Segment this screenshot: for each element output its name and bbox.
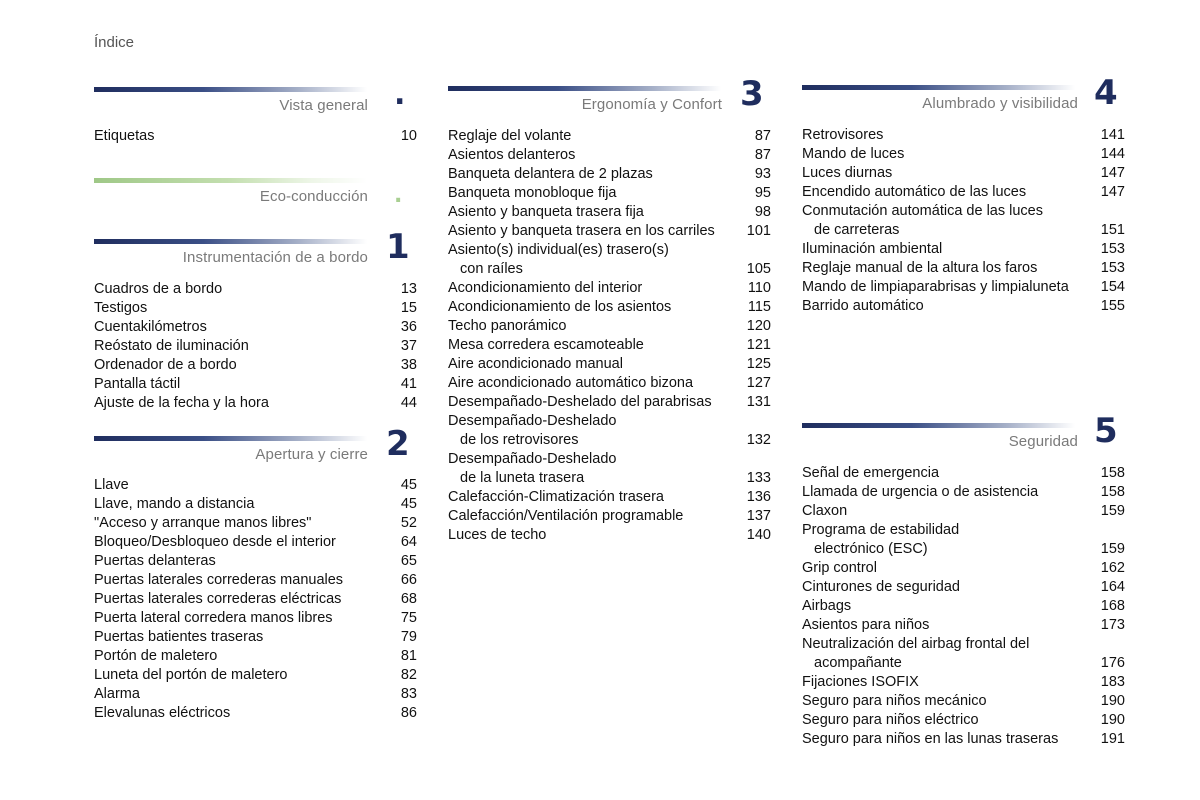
section-title: Vista general	[279, 97, 368, 114]
toc-entry-label: Retrovisores	[802, 127, 884, 143]
toc-entry	[448, 412, 771, 450]
toc-entry-page: 158	[1100, 484, 1125, 500]
toc-entry	[448, 184, 771, 203]
toc-entry	[448, 222, 771, 241]
toc-entry-page: 133	[746, 470, 771, 486]
toc-entry	[802, 692, 1125, 711]
toc-entry-label-continued: acompañante	[814, 655, 902, 671]
toc-entry	[94, 552, 417, 571]
section-list	[94, 476, 417, 723]
toc-entry-label: Programa de estabilidad	[802, 522, 960, 538]
section-list	[802, 126, 1125, 316]
toc-entry	[802, 183, 1125, 202]
toc-entry	[802, 559, 1125, 578]
toc-entry-page: 86	[400, 705, 417, 721]
toc-entry-label: Airbags	[802, 598, 852, 614]
toc-entry	[802, 597, 1125, 616]
toc-entry-page: 37	[400, 338, 417, 354]
toc-entry-label: Asiento(s) individual(es) trasero(s)	[448, 242, 669, 258]
toc-entry	[94, 666, 417, 685]
toc-entry	[94, 356, 417, 375]
toc-entry	[94, 127, 417, 146]
toc-entry-label: Llave	[94, 477, 129, 493]
toc-entry-page: 153	[1100, 241, 1125, 257]
toc-entry	[802, 635, 1125, 673]
section-instrumentacion	[94, 227, 417, 413]
toc-entry-page: 176	[1100, 655, 1125, 671]
toc-entry-page: 110	[747, 280, 771, 296]
toc-entry	[802, 502, 1125, 521]
toc-entry-page: 13	[400, 281, 417, 297]
toc-entry-label-continued: con raíles	[460, 261, 523, 277]
toc-entry	[94, 337, 417, 356]
toc-entry	[94, 514, 417, 533]
toc-entry	[448, 507, 771, 526]
toc-entry-label: Asientos para niños	[802, 617, 930, 633]
toc-entry	[94, 628, 417, 647]
section-vista-general	[94, 77, 417, 146]
toc-entry-page: 164	[1100, 579, 1125, 595]
toc-entry	[448, 279, 771, 298]
toc-entry-label: Mesa corredera escamoteable	[448, 337, 644, 353]
toc-entry-label: Banqueta monobloque fija	[448, 185, 617, 201]
toc-entry	[802, 730, 1125, 749]
toc-entry	[94, 590, 417, 609]
section-number: .	[394, 183, 403, 208]
toc-entry	[802, 711, 1125, 730]
section-ergonomia-confort	[448, 74, 771, 545]
toc-entry-page: 168	[1100, 598, 1125, 614]
toc-entry-page: 147	[1100, 165, 1125, 181]
toc-entry	[94, 476, 417, 495]
toc-entry-page: 127	[746, 375, 771, 391]
toc-entry-page: 136	[746, 489, 771, 505]
toc-entry-page: 36	[400, 319, 417, 335]
toc-entry-page: 15	[400, 300, 417, 316]
toc-entry-page: 68	[400, 591, 417, 607]
toc-entry	[802, 483, 1125, 502]
section-number: 1	[386, 227, 410, 267]
toc-entry	[94, 375, 417, 394]
toc-entry	[94, 495, 417, 514]
toc-entry-label: Luces de techo	[448, 527, 547, 543]
toc-entry	[448, 165, 771, 184]
toc-entry-label: Iluminación ambiental	[802, 241, 943, 257]
toc-entry-label: Calefacción/Ventilación programable	[448, 508, 684, 524]
toc-entry-page: 64	[400, 534, 417, 550]
toc-entry-page: 147	[1100, 184, 1125, 200]
toc-entry-label: Acondicionamiento del interior	[448, 280, 643, 296]
toc-entry-page: 151	[1100, 222, 1125, 238]
toc-entry-page: 93	[754, 166, 771, 182]
toc-entry-label-continued: de los retrovisores	[460, 432, 579, 448]
section-title: Apertura y cierre	[255, 446, 368, 463]
toc-entry-label: Reglaje del volante	[448, 128, 572, 144]
toc-entry	[94, 704, 417, 723]
toc-entry	[448, 241, 771, 279]
toc-entry	[802, 578, 1125, 597]
toc-entry-label: Reglaje manual de la altura los faros	[802, 260, 1038, 276]
toc-entry	[94, 647, 417, 666]
toc-entry-label: Puertas laterales correderas eléctricas	[94, 591, 342, 607]
toc-entry	[448, 526, 771, 545]
toc-entry-page: 10	[400, 128, 417, 144]
toc-entry-label: "Acceso y arranque manos libres"	[94, 515, 312, 531]
toc-entry-page: 155	[1100, 298, 1125, 314]
toc-entry-label: Testigos	[94, 300, 148, 316]
section-title: Instrumentación de a bordo	[182, 249, 368, 266]
toc-entry-page: 81	[400, 648, 417, 664]
toc-entry-label: Pantalla táctil	[94, 376, 181, 392]
toc-entry-page: 132	[746, 432, 771, 448]
section-number: 3	[740, 74, 764, 114]
toc-entry	[802, 521, 1125, 559]
toc-entry-label: Llamada de urgencia o de asistencia	[802, 484, 1039, 500]
toc-entry-label: Desempañado-Deshelado	[448, 451, 617, 467]
toc-entry-label: Calefacción-Climatización trasera	[448, 489, 664, 505]
toc-entry-page: 44	[400, 395, 417, 411]
toc-entry-label: Puerta lateral corredera manos libres	[94, 610, 333, 626]
toc-entry-page: 121	[746, 337, 771, 353]
toc-entry	[802, 278, 1125, 297]
toc-entry-label: Señal de emergencia	[802, 465, 940, 481]
toc-entry-label: Fijaciones ISOFIX	[802, 674, 919, 690]
toc-entry-label: Claxon	[802, 503, 848, 519]
section-title: Ergonomía y Confort	[581, 96, 722, 113]
toc-entry-page: 115	[747, 299, 771, 315]
toc-entry-page: 38	[400, 357, 417, 373]
toc-entry-page: 45	[400, 496, 417, 512]
toc-entry-page: 190	[1100, 712, 1125, 728]
toc-entry-page: 83	[400, 686, 417, 702]
toc-entry-label: Cuadros de a bordo	[94, 281, 223, 297]
toc-entry	[802, 202, 1125, 240]
toc-entry-label: Seguro para niños mecánico	[802, 693, 987, 709]
toc-entry	[802, 126, 1125, 145]
toc-entry-label: Asiento y banqueta trasera fija	[448, 204, 644, 220]
toc-entry-label: Desempañado-Deshelado	[448, 413, 617, 429]
page-title: Índice	[94, 34, 135, 51]
toc-entry-label: Puertas laterales correderas manuales	[94, 572, 344, 588]
toc-entry-label: Aire acondicionado manual	[448, 356, 623, 372]
toc-entry-label: Portón de maletero	[94, 648, 218, 664]
toc-entry-page: 154	[1100, 279, 1125, 295]
toc-entry	[802, 616, 1125, 635]
toc-entry	[448, 203, 771, 222]
toc-entry-page: 131	[746, 394, 771, 410]
section-apertura-cierre	[94, 424, 417, 723]
toc-entry	[94, 533, 417, 552]
toc-entry-label: Aire acondicionado automático bizona	[448, 375, 694, 391]
section-title: Eco-conducción	[259, 188, 368, 205]
toc-entry-label: Ordenador de a bordo	[94, 357, 237, 373]
section-number: 5	[1094, 411, 1118, 451]
toc-entry-label: Alarma	[94, 686, 140, 702]
toc-entry-page: 190	[1100, 693, 1125, 709]
toc-entry-label: Bloqueo/Desbloqueo desde el interior	[94, 534, 336, 550]
toc-entry-page: 120	[746, 318, 771, 334]
toc-entry	[448, 146, 771, 165]
toc-entry	[94, 318, 417, 337]
toc-entry-label-continued: de la luneta trasera	[460, 470, 585, 486]
toc-entry	[94, 685, 417, 704]
toc-entry-label: Seguro para niños eléctrico	[802, 712, 979, 728]
toc-entry-page: 173	[1100, 617, 1125, 633]
toc-entry-page: 82	[400, 667, 417, 683]
section-eco-conduccion	[94, 178, 417, 207]
section-alumbrado-visibilidad	[802, 73, 1125, 316]
toc-entry-label: Cinturones de seguridad	[802, 579, 960, 595]
toc-entry-label: Etiquetas	[94, 128, 155, 144]
toc-entry-label: Banqueta delantera de 2 plazas	[448, 166, 653, 182]
toc-entry-page: 140	[746, 527, 771, 543]
toc-entry-label: Mando de limpiaparabrisas y limpialuneta	[802, 279, 1069, 295]
toc-entry-page: 144	[1100, 146, 1125, 162]
toc-entry	[802, 259, 1125, 278]
toc-entry-page: 66	[400, 572, 417, 588]
section-list	[448, 127, 771, 545]
toc-entry-page: 159	[1100, 503, 1125, 519]
toc-entry-label: Conmutación automática de las luces	[802, 203, 1043, 219]
toc-entry	[802, 673, 1125, 692]
toc-entry	[448, 127, 771, 146]
toc-entry	[448, 488, 771, 507]
toc-entry-page: 191	[1100, 731, 1125, 747]
toc-entry	[448, 336, 771, 355]
toc-entry	[448, 355, 771, 374]
toc-entry-page: 79	[400, 629, 417, 645]
toc-entry-page: 137	[746, 508, 771, 524]
toc-entry	[94, 571, 417, 590]
toc-entry	[448, 298, 771, 317]
section-number: 2	[386, 424, 410, 464]
toc-entry-label: Reóstato de iluminación	[94, 338, 249, 354]
toc-entry-page: 153	[1100, 260, 1125, 276]
toc-entry-label: Cuentakilómetros	[94, 319, 207, 335]
toc-entry-page: 105	[746, 261, 771, 277]
toc-entry-label: Barrido automático	[802, 298, 924, 314]
toc-entry-label: Encendido automático de las luces	[802, 184, 1027, 200]
toc-entry	[94, 394, 417, 413]
toc-entry-label: Asiento y banqueta trasera en los carriles	[448, 223, 715, 239]
toc-entry-page: 87	[754, 128, 771, 144]
toc-entry-label: Techo panorámico	[448, 318, 567, 334]
toc-entry-page: 87	[754, 147, 771, 163]
toc-entry	[802, 464, 1125, 483]
toc-entry	[802, 240, 1125, 259]
toc-entry-label: Neutralización del airbag frontal del	[802, 636, 1030, 652]
section-title: Seguridad	[1008, 433, 1078, 450]
toc-entry-page: 159	[1100, 541, 1125, 557]
toc-entry-label: Desempañado-Deshelado del parabrisas	[448, 394, 712, 410]
section-seguridad	[802, 411, 1125, 749]
toc-entry-page: 45	[400, 477, 417, 493]
toc-entry	[448, 393, 771, 412]
toc-entry-label-continued: electrónico (ESC)	[814, 541, 928, 557]
toc-entry-label: Luneta del portón de maletero	[94, 667, 288, 683]
toc-entry	[802, 164, 1125, 183]
toc-entry	[448, 374, 771, 393]
toc-entry-page: 162	[1100, 560, 1125, 576]
toc-entry-label: Elevalunas eléctricos	[94, 705, 231, 721]
toc-entry	[94, 299, 417, 318]
toc-entry	[94, 280, 417, 299]
toc-entry	[448, 450, 771, 488]
toc-entry-label: Puertas batientes traseras	[94, 629, 264, 645]
toc-entry-label: Luces diurnas	[802, 165, 893, 181]
section-number: .	[394, 77, 406, 112]
toc-entry-label: Puertas delanteras	[94, 553, 216, 569]
toc-entry	[802, 145, 1125, 164]
toc-entry-page: 41	[400, 376, 417, 392]
toc-entry-label: Seguro para niños en las lunas traseras	[802, 731, 1059, 747]
toc-entry-label: Acondicionamiento de los asientos	[448, 299, 672, 315]
toc-entry	[802, 297, 1125, 316]
toc-entry-label-continued: de carreteras	[814, 222, 900, 238]
section-number: 4	[1094, 73, 1118, 113]
toc-entry-label: Llave, mando a distancia	[94, 496, 255, 512]
toc-entry-label: Grip control	[802, 560, 877, 576]
toc-entry-page: 52	[400, 515, 417, 531]
toc-entry-label: Mando de luces	[802, 146, 905, 162]
toc-entry-page: 141	[1100, 127, 1125, 143]
section-list	[94, 127, 417, 146]
toc-entry	[448, 317, 771, 336]
section-list	[94, 280, 417, 413]
toc-entry-label: Ajuste de la fecha y la hora	[94, 395, 269, 411]
toc-entry-page: 125	[746, 356, 771, 372]
section-title: Alumbrado y visibilidad	[922, 95, 1078, 112]
toc-entry-page: 75	[400, 610, 417, 626]
toc-entry-page: 101	[746, 223, 771, 239]
toc-entry-page: 183	[1100, 674, 1125, 690]
toc-entry-page: 65	[400, 553, 417, 569]
toc-entry-page: 98	[754, 204, 771, 220]
toc-entry-label: Asientos delanteros	[448, 147, 576, 163]
toc-entry-page: 95	[754, 185, 771, 201]
toc-entry	[94, 609, 417, 628]
toc-entry-page: 158	[1100, 465, 1125, 481]
section-list	[802, 464, 1125, 749]
